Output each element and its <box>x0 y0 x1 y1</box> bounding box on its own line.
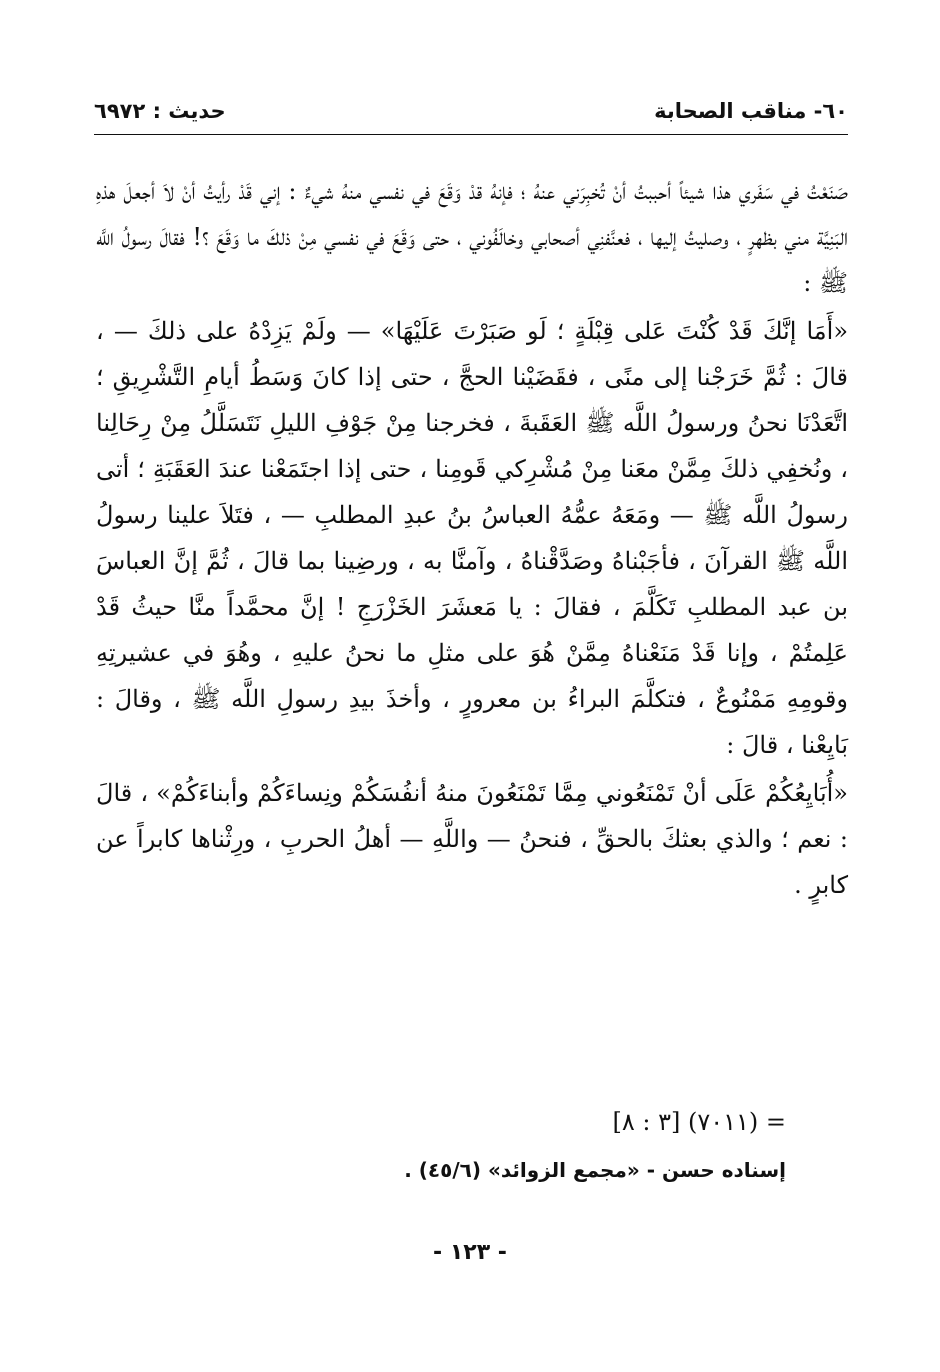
hadith-number: حديث : ٦٩٧٢ <box>94 99 226 123</box>
chapter-title: ٦٠- مناقب الصحابة <box>654 99 848 123</box>
hadith-body <box>96 168 848 908</box>
running-header <box>94 94 848 128</box>
paragraph-3: «أُبَايِعُكُمْ عَلَى أنْ تَمْنَعُوني مِمَّا تَمْنَعُونَ منهُ أنفُسَكُمْ ونِساءَكُمْ وأبناءَكُمْ» ، قالَ : نعم ؛ والذي بعثكَ بالحقِّ ، فنحنُ — واللَّهِ — أهلُ الحربِ ، ورِثْناها كابراً عن كابرٍ . <box>96 779 848 899</box>
page-number: - ١٢٣ - <box>433 1240 507 1265</box>
paragraph-1: صَنَعْتُ في سَفَري هذا شيئاً أحببتُ أنْ تُخبِرَني عنهُ ؛ فإنهُ قدْ وَقَعَ في نفسي منهُ شيءٌ : إني قَدْ رأيتُ أنْ لاَ أجعلَ هذهِ البَنِيَّة مني بظهرٍ ، وصليتُ إليها ، فعنَّفنِي أصحابي وخالَفُوني ، حتى وَقَعَ في نفسي مِنْ ذلكَ ما وَقَعَ ؟! فقالَ رسولُ اللَّه ﷺ : <box>96 177 848 297</box>
cross-reference: = (٧٠١١) [٣ : ٨] <box>612 1108 786 1136</box>
paragraph-2: «أَمَا إنَّكَ قَدْ كُنْتَ عَلى قِبْلَةٍ ؛ لَو صَبَرْتَ عَلَيْهَا» — ولَمْ يَزِدْهُ على ذلكَ — ، قالَ : ثُمَّ خَرَجْنا إلى منًى ، فقَضَيْنا الحجَّ ، حتى إذا كانَ وَسَطُ أيامِ التَّشْرِيقِ ؛ اتَّعَدْنَا نحنُ ورسولُ اللَّه ﷺ العَقَبةَ ، فخرجنا مِنْ جَوْفِ الليلِ نَتَسَلَّلُ مِنْ رِحَالِنا ، ونُخفِي ذلكَ مِمَّنْ معَنا مِنْ مُشْرِكي قَومِنا ، حتى إذا اجتَمَعْنا عندَ العَقَبَةِ ؛ أتى رسولُ اللَّه ﷺ — ومَعَهُ عمُّهُ العباسُ بنُ عبدِ المطلبِ — ، فتَلاَ علينا رسولُ اللَّه ﷺ القرآنَ ، فأجَبْناهُ وصَدَّقْناهُ ، وآمنَّا به ، ورضِينا بما قالَ ، ثُمَّ إنَّ العباسَ بن عبد المطلبِ تَكَلَّمَ ، فقالَ : يا مَعشَرَ الخَزْرَجِ ! إنَّ محمَّداً منَّا حيثُ قَدْ عَلِمتُمْ ، وإنا قَدْ مَنَعْناهُ مِمَّنْ هُوَ على مثلِ ما نحنُ عليهِ ، وهُوَ في عشيرتِهِ وقومِهِ مَمْنُوعٌ ، فتكلَّمَ البراءُ بن معرورٍ ، وأخذَ بيدِ رسولِ اللَّه ﷺ ، وقالَ : بَايِعْنا ، قالَ : <box>96 317 848 759</box>
grading-note: إسناده حسن - «مجمع الزوائد» (٤٥/٦) . <box>404 1158 786 1182</box>
header-rule <box>94 134 848 135</box>
